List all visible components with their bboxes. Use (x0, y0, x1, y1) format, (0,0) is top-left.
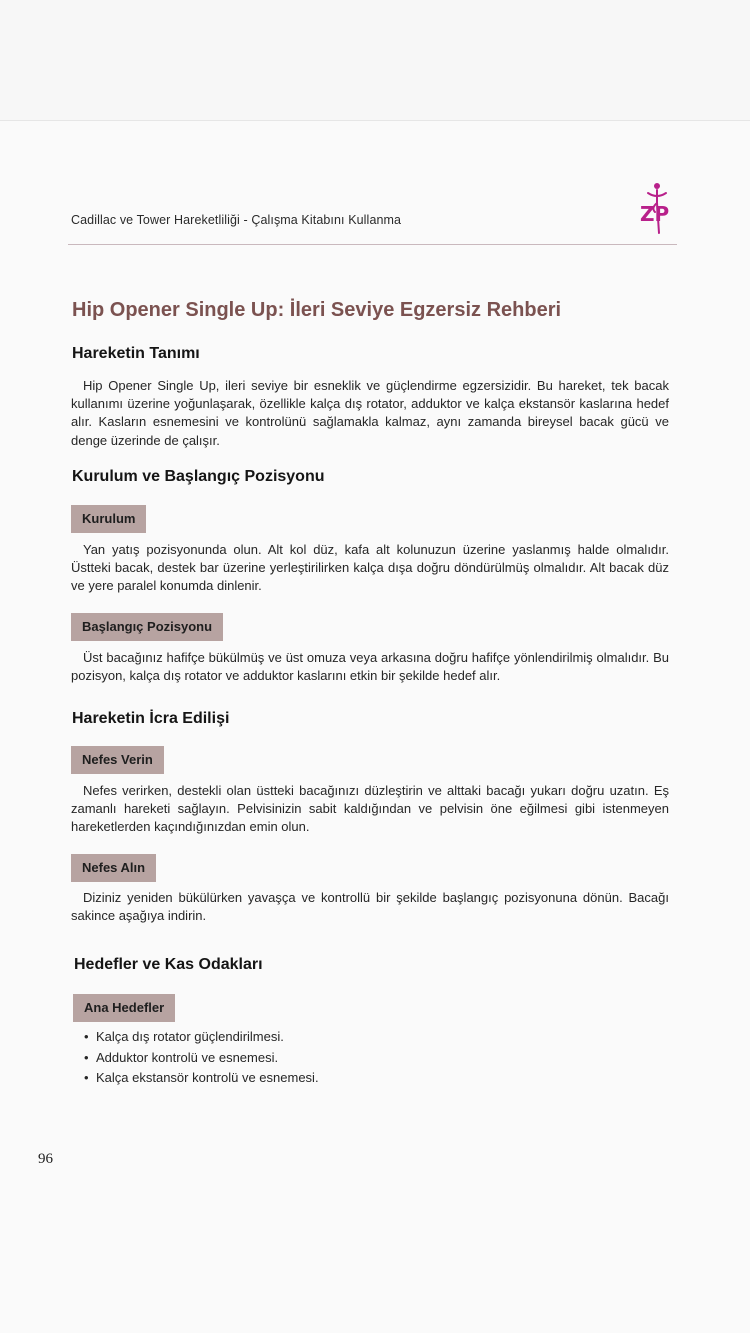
paragraph-kurulum: Yan yatış pozisyonunda olun. Alt kol düz, kafa alt kolunuzun üzerine yaslanmış halde olmalıdır. Üstteki bacak, destek bar üzerine yerleştirilirken kalça dışa doğru döndürülmüş olmalıdır. Alt bacak düz ve yere paralel konumda dinlenir. (71, 542, 669, 594)
tag-nefes-verin: Nefes Verin (71, 746, 164, 774)
book-page (0, 121, 750, 1333)
running-header: Cadillac ve Tower Hareketliliği - Çalışma Kitabını Kullanma (71, 213, 402, 227)
list-item: • Adduktor kontrolü ve esnemesi. (84, 1048, 319, 1069)
logo-lettering: ZP (640, 202, 670, 226)
paragraph-baslangic: Üst bacağınız hafifçe bükülmüş ve üst omuza veya arkasına doğru hafifçe yönlendirilmiş olmalıdır. Bu pozisyon, kalça dış rotator ve adduktor kaslarını etkin bir şekilde hedef alır. (71, 650, 669, 684)
paragraph-nefes-alin: Diziniz yeniden bükülürken yavaşça ve kontrollü bir şekilde başlangıç pozisyonuna dönün. Bacağı sakince aşağıya indirin. (71, 890, 669, 924)
paragraph-tanim: Hip Opener Single Up, ileri seviye bir esneklik ve güçlendirme egzersizidir. Bu hareket, tek bacak kullanımı üzerine yoğunlaşarak, özellikle kalça dış rotator, adduktor ve kalça ekstansör kaslarına hedef alır. Kasların esnemesini ve kontrolünü sağlamakla kalmaz, aynı zamanda bireysel bacak gücü ve denge üzerinde de çalışır. (71, 378, 669, 448)
page-number: 96 (38, 1151, 53, 1167)
tag-nefes-alin: Nefes Alın (71, 854, 156, 882)
goals-list (84, 1027, 319, 1089)
section-heading-kurulum: Kurulum ve Başlangıç Pozisyonu (72, 468, 325, 485)
section-heading-hedefler: Hedefler ve Kas Odakları (74, 956, 263, 973)
paragraph-nefes-verin: Nefes verirken, destekli olan üstteki bacağınızı düzleştirin ve alttaki bacağı yukarı doğru uzatın. Eş zamanlı hareketi sağlayın. Pelvisinizin sabit kaldığından ve pelvisin öne eğilmesi gibi istenmeyen hareketlerden kaçındığınızdan emin olun. (71, 783, 669, 835)
tag-baslangic-pozisyonu: Başlangıç Pozisyonu (71, 613, 223, 641)
list-item: • Kalça dış rotator güçlendirilmesi. (84, 1027, 319, 1048)
page-title: Hip Opener Single Up: İleri Seviye Egzersiz Rehberi (72, 299, 562, 321)
section-heading-icra: Hareketin İcra Edilişi (72, 710, 230, 727)
top-blank-bar (0, 0, 750, 121)
zp-logo-icon (636, 181, 680, 237)
list-item: • Kalça ekstansör kontrolü ve esnemesi. (84, 1068, 319, 1089)
header-divider (68, 244, 677, 245)
section-heading-tanim: Hareketin Tanımı (72, 345, 200, 362)
tag-ana-hedefler: Ana Hedefler (73, 994, 175, 1022)
tag-kurulum: Kurulum (71, 505, 146, 533)
